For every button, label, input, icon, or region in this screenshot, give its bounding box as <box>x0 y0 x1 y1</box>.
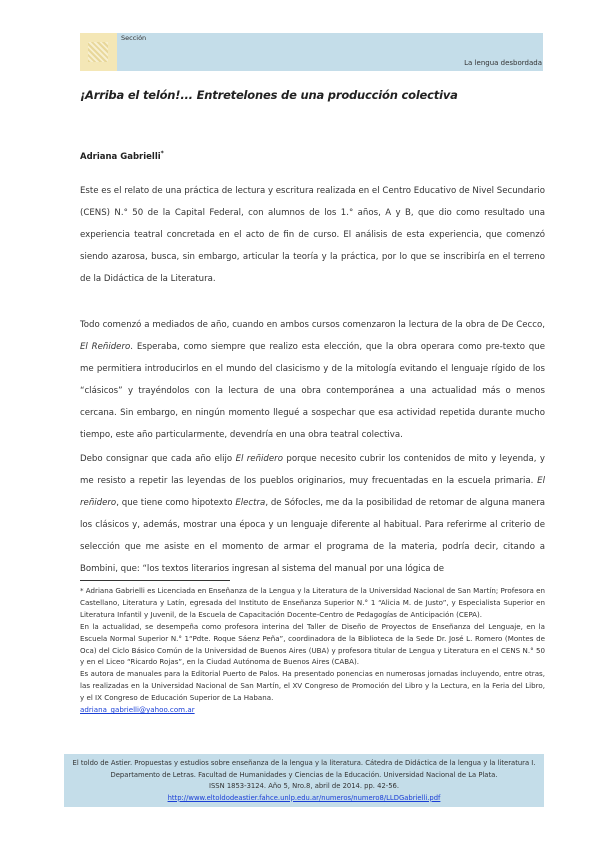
paragraph-2-text-a: Todo comenzó a mediados de año, cuando en ambos cursos comenzaron la lectura de la obra de De Cecco, <box>80 320 545 330</box>
paragraph-3 <box>80 448 545 580</box>
book-title: El Reñidero <box>80 342 131 352</box>
author-name-text: Adriana Gabrielli <box>80 151 161 162</box>
paragraph-3-text-a: Debo consignar que cada año elijo <box>80 454 236 464</box>
author-email-link[interactable]: adriana_gabrielli@yahoo.com.ar <box>80 705 195 715</box>
paragraph-3-text-b: porque necesito cubrir los contenidos de mito y leyenda, y me resisto a repetir las leyendas de los pueblos originarios, muy frecuentadas en la escuela primaria. <box>80 454 545 486</box>
footnote-divider <box>80 580 230 581</box>
footer-journal-info: El toldo de Astier. Propuestas y estudios sobre enseñanza de la lengua y la literatura. Cátedra de Didáctica de la lengua y la literatura I. Departamento de Letras. Facultad de Humanidades y Ciencias de la Educación. Universidad Nacional de La Plata. <box>72 759 536 779</box>
paragraph-3-text-c: , que tiene como hipotexto <box>116 498 236 508</box>
article-title: ¡Arriba el telón!... Entretelones de una producción colectiva <box>80 88 458 102</box>
book-title: Electra <box>235 498 266 508</box>
journal-section-name: La lengua desbordada <box>464 59 542 67</box>
paragraph-2 <box>80 314 545 446</box>
journal-logo <box>80 33 117 71</box>
paragraph-3-text-d: , de Sófocles, me da la posibilidad de retomar de alguna manera los clásicos y, además, mostrar una época y un lenguaje diferente al habitual. Para referirme al criterio de selección que me asiste en el momento de armar el programa de la materia, podría decir, citando a Bombini, que: “los textos literarios ingresan al sistema del manual por una lógica de <box>80 498 545 574</box>
footnote-paragraph-1: * Adriana Gabrielli es Licenciada en Enseñanza de la Lengua y la Literatura de la Universidad Nacional de San Martín; Profesora en Castellano, Literatura y Latín, egresada del Instituto de Enseñanza Superior N.° 1 “Alicia M. de Justo”, y Especialista Superior en Literatura Infantil y Juvenil, de la Escuela de Capacitación Docente-Centro de Pedagogías de Anticipación (CEPA). <box>80 586 545 619</box>
footnote-mark: * <box>160 150 164 157</box>
footer-citation <box>64 758 544 804</box>
author-footnote <box>80 585 545 716</box>
section-label: Sección <box>121 34 147 42</box>
footer-url-link[interactable]: http://www.eltoldodeastier.fahce.unlp.edu.ar/numeros/numero8/LLDGabrielli.pdf <box>167 793 441 802</box>
footnote-paragraph-2: En la actualidad, se desempeña como profesora interina del Taller de Diseño de Proyectos de Enseñanza del Lenguaje, en la Escuela Normal Superior N.° 1“Pdte. Roque Sáenz Peña”, coordinadora de la Biblioteca de la Sede Dr. José L. Romero (Montes de Oca) del Ciclo Básico Común de la Universidad de Buenos Aires (UBA) y profesora titular de Lengua y Literatura en el CENS N.° 50 y en el Liceo “Ricardo Rojas”, en la Ciudad Autónoma de Buenos Aires (CABA). <box>80 621 545 667</box>
author-name <box>80 150 164 162</box>
footer-issn: ISSN 1853-3124. Año 5, Nro.8, abril de 2014. pp. 42-56. <box>208 782 400 790</box>
book-title: El reñidero <box>235 454 283 464</box>
book-title: El reñidero <box>80 476 545 508</box>
footnote-paragraph-3: Es autora de manuales para la Editorial Puerto de Palos. Ha presentado ponencias en numerosas jornadas incluyendo, entre otras, las realizadas en la Universidad Nacional de San Martín, el XV Congreso de Promoción del Libro y la Lectura, en la Feria del Libro, y el IX Congreso de Educación Superior de La Habana. <box>80 669 545 703</box>
paragraph-2-text-b: . Esperaba, como siempre que realizo esta elección, que la obra operara como pre-texto que me permitiera introducirlos en el mundo del clasicismo y de la mitología evitando el lenguaje rígido de los “clásicos” y trayéndolos con la lectura de una obra contemporánea a una actualidad más o menos cercana. Sin embargo, en ningún momento llegué a sospechar que esa actividad repetida durante mucho tiempo, este año particularmente, devendría en una obra teatral colectiva. <box>80 342 545 440</box>
paragraph-1: Este es el relato de una práctica de lectura y escritura realizada en el Centro Educativo de Nivel Secundario (CENS) N.° 50 de la Capital Federal, con alumnos de los 1.° años, A y B, que dio como resultado una experiencia teatral concretada en el acto de fin de curso. El análisis de esta experiencia, que comenzó siendo azarosa, busca, sin embargo, articular la teoría y la práctica, por lo que se inscribiría en el terreno de la Didáctica de la Literatura. <box>80 186 545 284</box>
